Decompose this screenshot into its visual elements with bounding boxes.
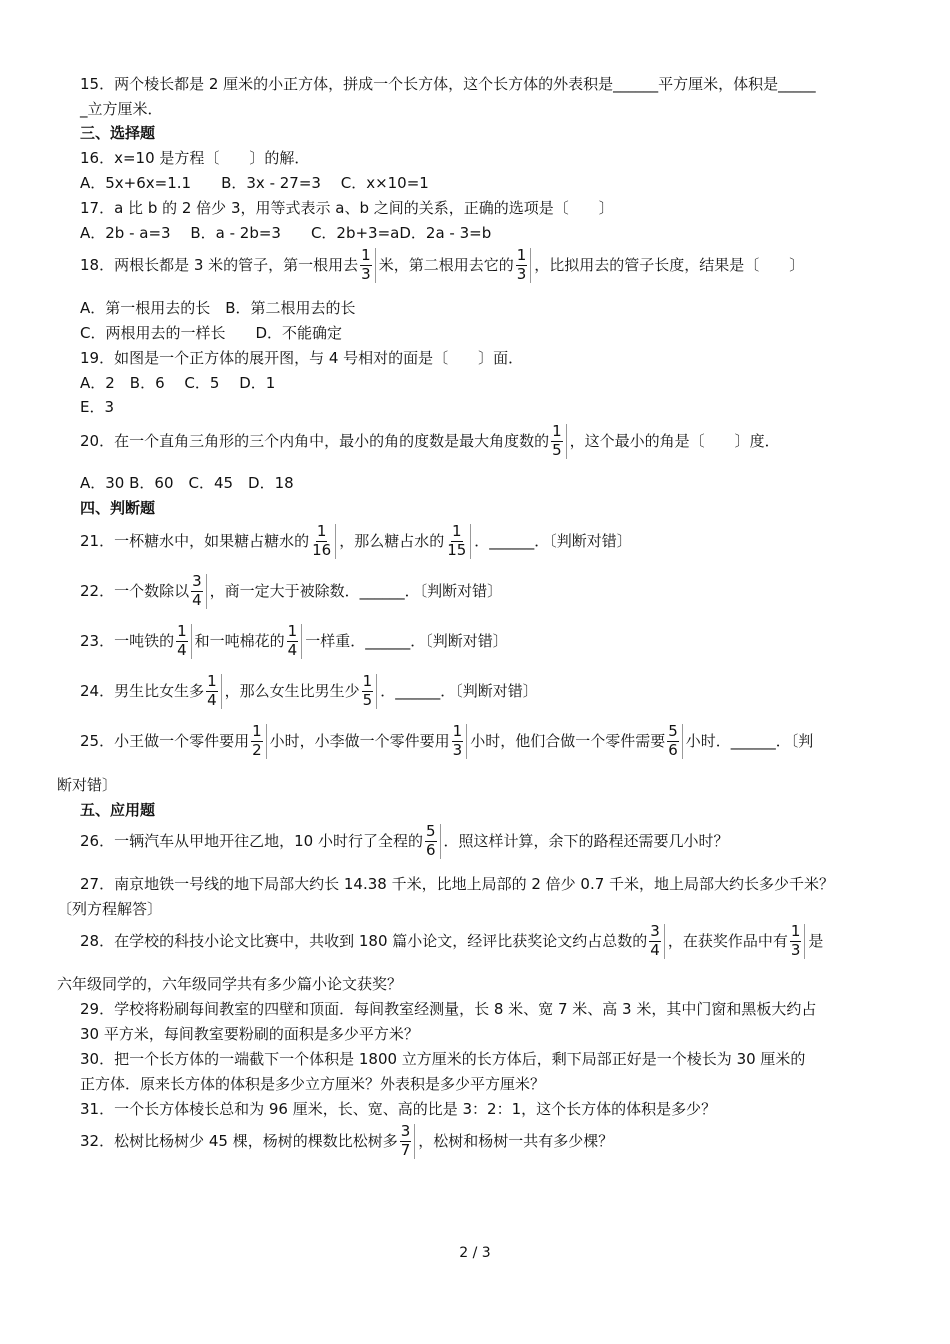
fraction-numerator: 3 — [192, 572, 202, 590]
q18-question — [80, 248, 804, 283]
q22-text-1: 22．一个数除以 — [80, 581, 190, 600]
fraction — [206, 674, 222, 709]
q29-line2: 30 平方米，每间教室要粉刷的面积是多少平方米？ — [80, 1025, 419, 1043]
fraction — [446, 524, 471, 559]
q17-question: 17．a 比 b 的 2 倍少 3，用等式表示 a、b 之间的关系，正确的选项是〔 〕 — [80, 199, 614, 217]
fraction-denominator: 5 — [552, 440, 562, 459]
q25-text-1: 25．小王做一个零件要用 — [80, 731, 250, 750]
q25-text-3: 小时，他们合做一个零件需要 — [470, 731, 666, 750]
q19-options: A．2 B．6 C．5 D．1 — [80, 374, 276, 392]
q18-text-3: ，比拟用去的管子长度，结果是〔 〕 — [534, 255, 805, 274]
q16-question: 16．x=10 是方程〔 〕的解． — [80, 149, 310, 167]
fraction-numerator: 1 — [451, 522, 462, 540]
q25-text-4: 小时．______．〔判 — [685, 731, 814, 750]
fraction-numerator: 1 — [552, 422, 562, 440]
fraction-numerator: 5 — [668, 722, 678, 740]
fraction — [287, 624, 303, 659]
fraction-denominator: 5 — [362, 690, 373, 709]
fraction — [551, 424, 567, 459]
fraction — [362, 674, 378, 709]
q31-question: 31．一个长方体棱长总和为 96 厘米，长、宽、高的比是 3：2：1，这个长方体的体积是多少？ — [80, 1100, 717, 1118]
q26-question — [80, 824, 729, 859]
q28-text-2: ，在获奖作品中有 — [667, 931, 788, 950]
q15-line2 — [80, 102, 163, 117]
q15-text-a: 15．两个棱长都是 2 厘米的小正方体，拼成一个长方体，这个长方体的外表积是______平方厘米，体积是_____ — [80, 75, 816, 93]
q18-text-2: 米，第二根用去它的 — [378, 255, 514, 274]
q25-text-2: 小时，小李做一个零件要用 — [269, 731, 450, 750]
fraction — [311, 524, 336, 559]
q23-text-1: 23．一吨铁的 — [80, 631, 175, 650]
fraction-denominator: 4 — [192, 590, 202, 609]
fraction-denominator: 4 — [177, 640, 187, 659]
q19-option-e: E．3 — [80, 398, 115, 416]
q20-question — [80, 424, 780, 459]
q23-text-2: 和一吨棉花的 — [194, 631, 285, 650]
q28-continuation: 六年级同学的，六年级同学共有多少篇小论文获奖？ — [57, 975, 403, 993]
fraction — [360, 248, 376, 283]
q32-question — [80, 1124, 613, 1159]
q28-question — [80, 924, 823, 959]
q15-text-b: _立方厘米． — [80, 100, 163, 118]
fraction — [649, 924, 665, 959]
fraction-denominator: 4 — [207, 690, 217, 709]
fraction — [667, 724, 683, 759]
q20-options: A．30 B．60 C．45 D．18 — [80, 474, 294, 492]
fraction — [425, 824, 441, 859]
q25-question — [80, 724, 813, 759]
fraction-numerator: 3 — [650, 922, 660, 940]
fraction-denominator: 4 — [650, 940, 660, 959]
fraction — [400, 1124, 416, 1159]
q20-text-1: 20．在一个直角三角形的三个内角中，最小的角的度数是最大角度数的 — [80, 431, 550, 450]
fraction-denominator: 3 — [452, 740, 463, 759]
fraction-denominator: 15 — [447, 540, 467, 559]
fraction-numerator: 1 — [287, 622, 298, 640]
fraction — [452, 724, 468, 759]
q16-options: A．5x+6x=1.1 B．3x - 27=3 C．x×10=1 — [80, 174, 429, 192]
q21-question — [80, 524, 632, 559]
q26-text-1: 26．一辆汽车从甲地开往乙地，10 小时行了全程的 — [80, 831, 423, 850]
q28-text-1: 28．在学校的科技小论文比赛中，共收到 180 篇小论文，经评比获奖论文约占总数的 — [80, 931, 648, 950]
q30-line2: 正方体．原来长方体的体积是多少立方厘米？外表积是多少平方厘米？ — [80, 1075, 546, 1093]
fraction-denominator: 7 — [400, 1140, 411, 1159]
fraction-denominator: 6 — [425, 840, 436, 859]
q21-text-2: ，那么糖占水的 — [339, 531, 445, 550]
fraction-numerator: 1 — [362, 672, 373, 690]
fraction-numerator: 1 — [452, 722, 463, 740]
fraction-numerator: 1 — [361, 246, 371, 264]
fraction — [251, 724, 267, 759]
q23-text-3: 一样重．______．〔判断对错〕 — [305, 631, 508, 650]
page-number: 2 / 3 — [459, 1245, 491, 1261]
q18-options-ab: A．第一根用去的长 B．第二根用去的长 — [80, 299, 356, 317]
q18-text-1: 18．两根长都是 3 米的管子，第一根用去 — [80, 255, 359, 274]
fraction-numerator: 1 — [790, 922, 801, 940]
fraction-denominator: 3 — [790, 940, 801, 959]
q25-continuation: 断对错〕 — [57, 776, 118, 794]
fraction-numerator: 1 — [252, 722, 262, 740]
q27-line2: 〔列方程解答〕 — [57, 900, 163, 918]
q17-options: A．2b - a=3 B．a - 2b=3 C．2b+3=aD．2a - 3=b — [80, 224, 492, 242]
fraction-denominator: 16 — [312, 540, 332, 559]
q27-line1: 27．南京地铁一号线的地下局部大约长 14.38 千米，比地上局部的 2 倍少 0.7 千米，地上局部大约长多少千米？ — [80, 875, 835, 893]
fraction — [790, 924, 806, 959]
q23-question — [80, 624, 508, 659]
q22-text-2: ，商一定大于被除数．______．〔判断对错〕 — [209, 581, 503, 600]
fraction — [191, 574, 207, 609]
fraction-denominator: 3 — [361, 264, 371, 283]
q19-question: 19．如图是一个正方体的展开图，与 4 号相对的面是〔 〕面． — [80, 349, 524, 367]
q21-text-3: ．______．〔判断对错〕 — [474, 531, 632, 550]
section-5-heading: 五、应用题 — [80, 801, 156, 819]
fraction-denominator: 4 — [287, 640, 298, 659]
q21-text-1: 21．一杯糖水中，如果糖占糖水的 — [80, 531, 310, 550]
fraction-numerator: 1 — [177, 622, 187, 640]
fraction-numerator: 5 — [425, 822, 436, 840]
q26-text-2: ．照这样计算，余下的路程还需要几小时？ — [443, 831, 729, 850]
fraction-numerator: 1 — [316, 522, 327, 540]
fraction-numerator: 1 — [207, 672, 217, 690]
fraction-numerator: 1 — [516, 246, 527, 264]
q24-question — [80, 674, 538, 709]
q30-line1: 30．把一个长方体的一端截下一个体积是 1800 立方厘米的长方体后，剩下局部正好是一个棱长为 30 厘米的 — [80, 1050, 806, 1068]
fraction — [516, 248, 532, 283]
q29-line1: 29．学校将粉刷每间教室的四壁和顶面．每间教室经测量，长 8 米、宽 7 米、高 3 米，其中门窗和黑板大约占 — [80, 1000, 817, 1018]
q18-options-cd: C．两根用去的一样长 D．不能确定 — [80, 324, 343, 342]
section-3-heading: 三、选择题 — [80, 124, 156, 142]
q32-text-2: ，松树和杨树一共有多少棵？ — [418, 1131, 614, 1150]
fraction-denominator: 2 — [252, 740, 262, 759]
q20-text-2: ，这个最小的角是〔 〕度． — [569, 431, 780, 450]
fraction-denominator: 6 — [668, 740, 678, 759]
q24-text-1: 24．男生比女生多 — [80, 681, 205, 700]
q24-text-3: ．______．〔判断对错〕 — [380, 681, 538, 700]
q15-line1 — [80, 77, 816, 92]
fraction-denominator: 3 — [516, 264, 527, 283]
fraction — [176, 624, 192, 659]
q24-text-2: ，那么女生比男生少 — [224, 681, 360, 700]
q28-text-3: 是 — [808, 931, 824, 950]
fraction-numerator: 3 — [400, 1122, 411, 1140]
q32-text-1: 32．松树比杨树少 45 棵，杨树的棵数比松树多 — [80, 1131, 398, 1150]
q22-question — [80, 574, 502, 609]
section-4-heading: 四、判断题 — [80, 499, 156, 517]
